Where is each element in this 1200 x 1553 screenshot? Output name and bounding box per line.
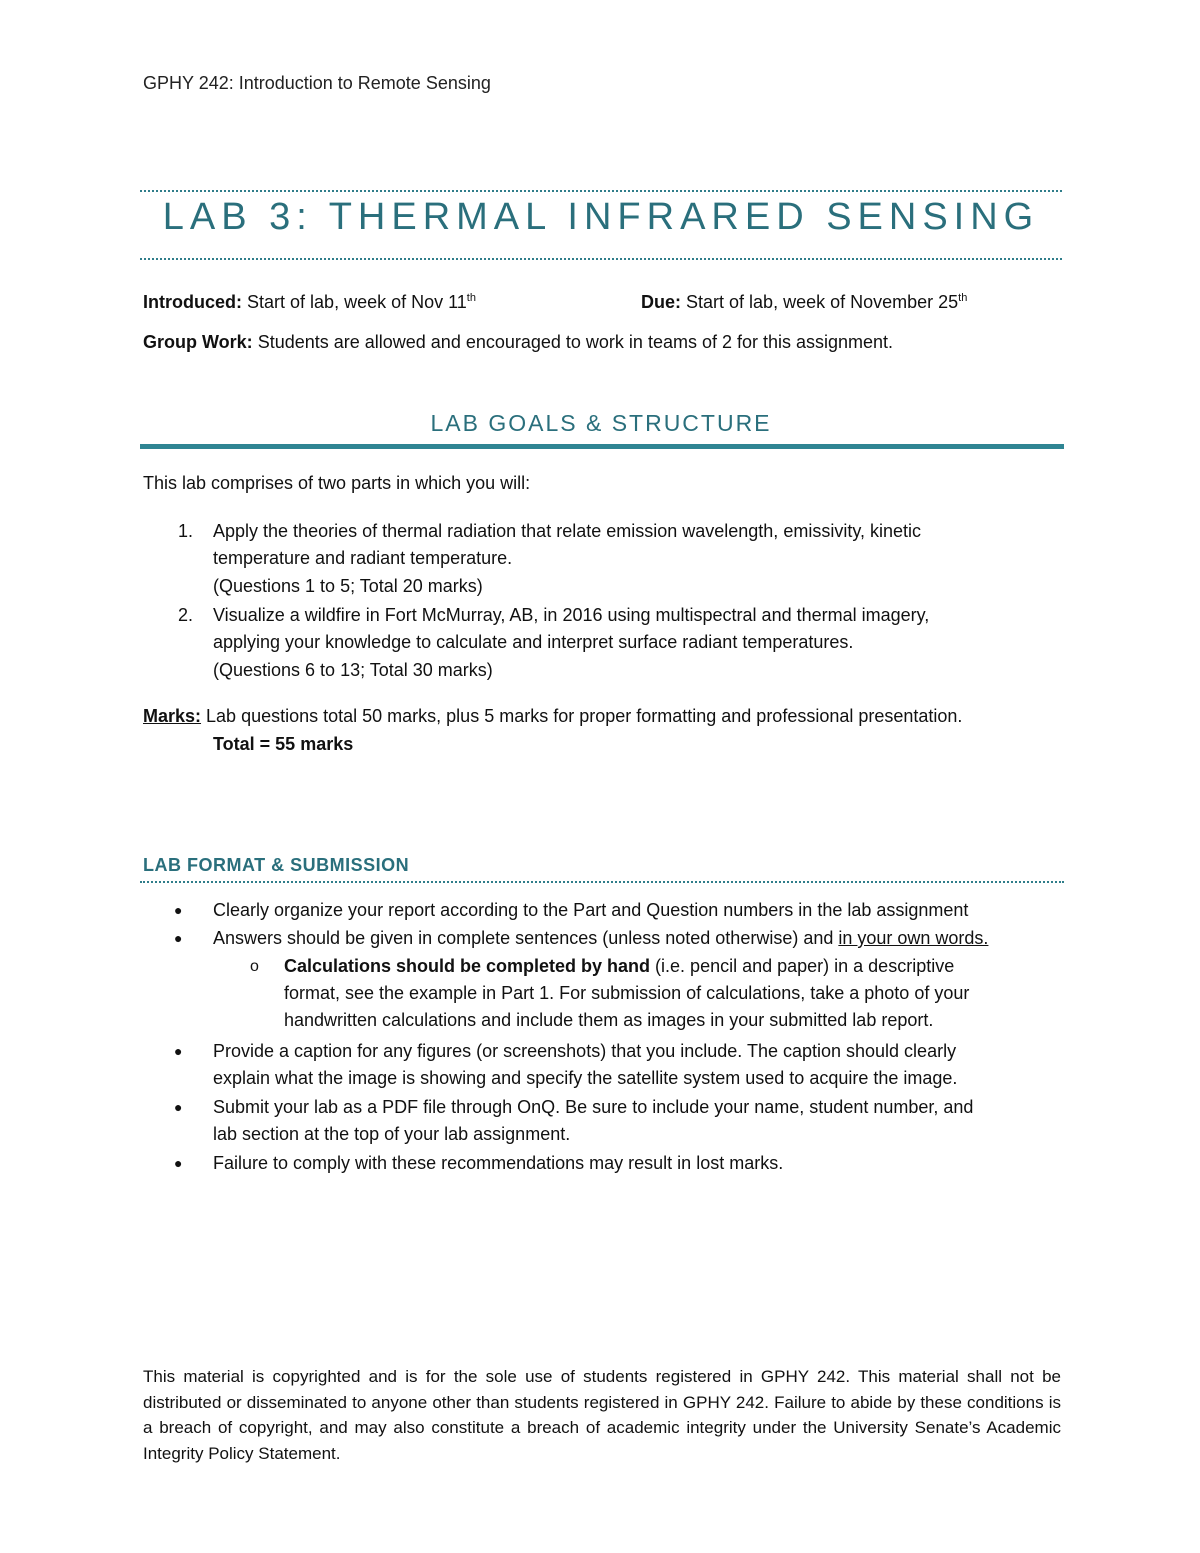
group-work-line — [143, 332, 893, 353]
marks-total: Total = 55 marks — [213, 734, 354, 754]
goal-item-2 — [213, 602, 1063, 684]
format-item-5: Failure to comply with these recommendations may result in lost marks. — [213, 1153, 784, 1173]
sub-bullet-marker: o — [250, 958, 259, 975]
due-line — [641, 292, 967, 313]
bullet-icon: ● — [174, 1155, 183, 1171]
bullet-icon: ● — [174, 1099, 183, 1115]
marks-text: Lab questions total 50 marks, plus 5 marks for proper formatting and professional presentation. — [201, 706, 963, 726]
introduced-line — [143, 292, 476, 313]
goal-item-1-line-2: temperature and radiant temperature. — [213, 548, 513, 568]
goal-item-1 — [213, 518, 1063, 600]
group-work-label: Group Work: — [143, 332, 253, 352]
bullet-icon: ● — [174, 930, 183, 946]
course-header: GPHY 242: Introduction to Remote Sensing — [143, 73, 491, 93]
marks-line — [143, 703, 1063, 730]
goal-item-1-number: 1. — [178, 521, 194, 541]
format-item-4-line-1: Submit your lab as a PDF file through OnQ. Be sure to include your name, student number, and — [213, 1097, 974, 1117]
introduced-sup: th — [466, 292, 476, 304]
title-rule-top — [140, 190, 1062, 192]
format-item-3-line-1: Provide a caption for any figures (or screenshots) that you include. The caption should clearly — [213, 1041, 957, 1061]
lab-title: LAB 3: THERMAL INFRARED SENSING — [162, 196, 1040, 238]
group-work-value: Students are allowed and encouraged to work in teams of 2 for this assignment. — [257, 332, 894, 352]
marks-label: Marks: — [143, 706, 202, 726]
format-item-2 — [213, 925, 988, 952]
due-value: Start of lab, week of November 25 — [686, 292, 959, 312]
format-sub-item-line-1 — [284, 953, 1064, 980]
bullet-icon: ● — [174, 1043, 183, 1059]
format-heading: LAB FORMAT & SUBMISSION — [143, 855, 410, 875]
format-item-3 — [213, 1038, 1063, 1092]
title-rule-bottom — [140, 258, 1062, 260]
introduced-value: Start of lab, week of Nov 11 — [247, 292, 467, 312]
goals-intro: This lab comprises of two parts in which you will: — [143, 473, 531, 493]
format-sub-item-line-2: format, see the example in Part 1. For submission of calculations, take a photo of your — [284, 983, 970, 1003]
goal-item-2-line-1: Visualize a wildfire in Fort McMurray, AB, in 2016 using multispectral and thermal imagery, — [213, 605, 930, 625]
format-item-2-text: Answers should be given in complete sentences (unless noted otherwise) and — [213, 928, 839, 948]
format-sub-item-line-3: handwritten calculations and include them as images in your submitted lab report. — [284, 1010, 934, 1030]
goal-item-2-number: 2. — [178, 605, 194, 625]
goal-item-1-line-1: Apply the theories of thermal radiation that relate emission wavelength, emissivity, kinetic — [213, 521, 922, 541]
format-item-4-line-2: lab section at the top of your lab assignment. — [213, 1124, 571, 1144]
format-sub-item-bold: Calculations should be completed by hand — [284, 956, 651, 976]
goals-heading: LAB GOALS & STRUCTURE — [430, 410, 772, 436]
format-item-3-line-2: explain what the image is showing and specify the satellite system used to acquire the image. — [213, 1068, 958, 1088]
introduced-label: Introduced: — [143, 292, 242, 312]
format-sub-item — [284, 953, 1064, 1034]
copyright-notice: This material is copyrighted and is for the sole use of students registered in GPHY 242. This material shall not be distributed or disseminated to anyone other than students registered in GPHY 242. Failure to abide by these conditions is a breach of copyright, and may also constitute a breach of academic integrity under the University Senate’s Academic Integrity Policy Statement. — [143, 1367, 1061, 1463]
due-label: Due: — [641, 292, 681, 312]
due-sup: th — [958, 292, 968, 304]
format-item-2-underlined: in your own words. — [838, 928, 989, 948]
format-item-4 — [213, 1094, 1063, 1148]
goal-item-2-line-2: applying your knowledge to calculate and interpret surface radiant temperatures. — [213, 632, 854, 652]
goals-heading-bar — [140, 444, 1064, 449]
bullet-icon: ● — [174, 902, 183, 918]
goal-item-1-line-3: (Questions 1 to 5; Total 20 marks) — [213, 576, 483, 596]
goal-item-2-line-3: (Questions 6 to 13; Total 30 marks) — [213, 660, 493, 680]
format-item-1: Clearly organize your report according to the Part and Question numbers in the lab assignment — [213, 900, 969, 920]
format-sub-item-rest: (i.e. pencil and paper) in a descriptive — [650, 956, 955, 976]
format-heading-rule — [140, 881, 1064, 883]
